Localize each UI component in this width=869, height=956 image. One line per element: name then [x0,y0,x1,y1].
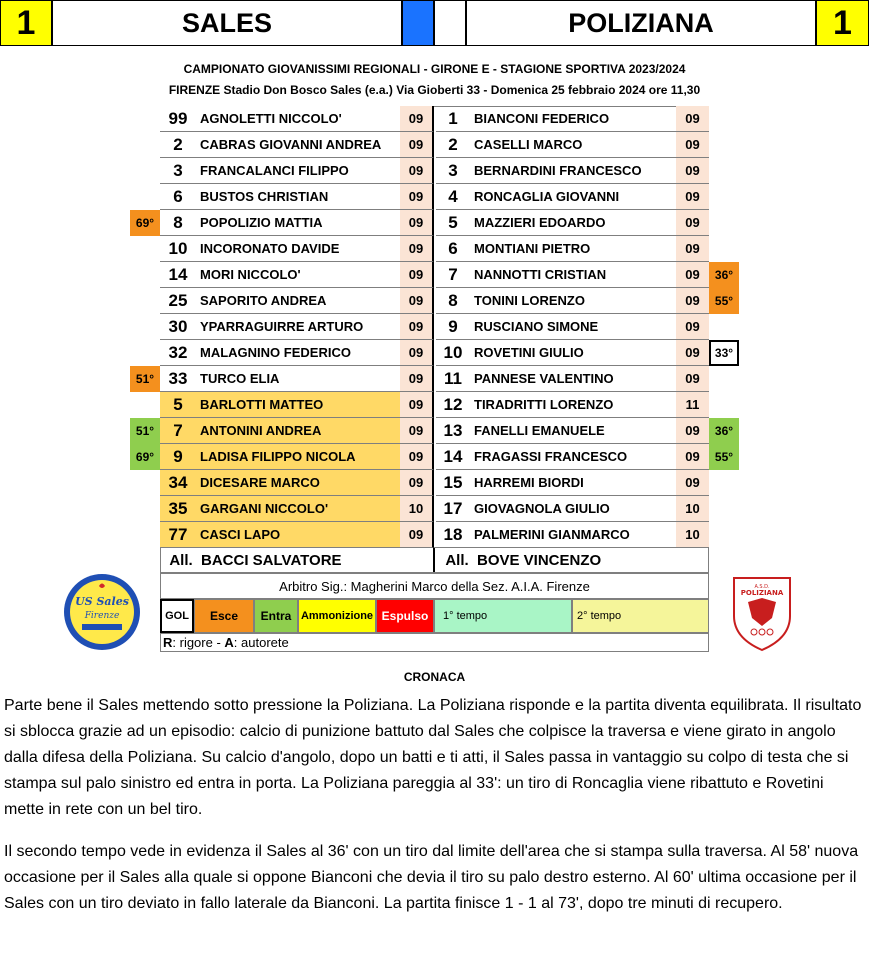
legend-gol: GOL [160,599,194,633]
away-coach-label: All. [445,551,469,569]
home-player-year: 09 [400,106,434,132]
away-player-number: 15 [436,470,470,496]
away-player-name: NANNOTTI CRISTIAN [470,262,676,288]
away-player-name: CASELLI MARCO [470,132,676,158]
home-event-marker: 69° [130,210,160,236]
away-player-number: 3 [436,158,470,184]
away-team-name: POLIZIANA [466,0,816,46]
cronaca-paragraph-2: Il secondo tempo vede in evidenza il Sales al 36' con un tiro dal limite dell'area che si stampa sulla traversa. Al 58' nuova occasione per il Sales alla quale si oppone Bianconi che devia il tiro su palo destro esterno. Al 60' ultima occasione per il Sales con un tiro deviato in fallo laterale da Bianconi. La partita finisce 1 - 1 al 73', dopo tre minuti di recupero. [4,843,859,912]
home-player-name: GARGANI NICCOLO' [196,496,400,522]
lineup-row [160,106,709,132]
home-player-year: 09 [400,340,434,366]
away-player-year: 09 [676,132,709,158]
poliziana-logo [730,572,794,652]
home-event-marker: 69° [130,444,160,470]
home-player-name: POPOLIZIO MATTIA [196,210,400,236]
home-player-year: 09 [400,132,434,158]
lineup-row [160,314,709,340]
home-player-number: 9 [160,444,196,470]
venue-date-line: FIRENZE Stadio Don Bosco Sales (e.a.) Via Gioberti 33 - Domenica 25 febbraio 2024 ore 11,30 [168,83,701,97]
away-player-year: 09 [676,184,709,210]
lineup-row [160,262,709,288]
lineup-row [160,340,709,366]
legend-note-a: A [224,635,234,650]
away-player-name: RONCAGLIA GIOVANNI [470,184,676,210]
legend-secondo-tempo: 2° tempo [572,599,709,633]
home-player-number: 3 [160,158,196,184]
away-player-number: 5 [436,210,470,236]
away-event-marker: 55° [709,444,739,470]
home-player-name: BUSTOS CHRISTIAN [196,184,400,210]
away-color-swatch [434,0,466,46]
away-player-number: 7 [436,262,470,288]
home-player-number: 30 [160,314,196,340]
home-player-name: DICESARE MARCO [196,470,400,496]
home-player-year: 09 [400,288,434,314]
away-player-year: 09 [676,236,709,262]
home-player-year: 09 [400,184,434,210]
away-player-year: 09 [676,314,709,340]
score-bar [0,0,869,46]
svg-text:POLIZIANA: POLIZIANA [740,589,784,597]
lineup-row [160,184,709,210]
away-player-name: GIOVAGNOLA GIULIO [470,496,676,522]
home-player-name: INCORONATO DAVIDE [196,236,400,262]
home-player-name: LADISA FILIPPO NICOLA [196,444,400,470]
away-player-number: 17 [436,496,470,522]
away-player-number: 14 [436,444,470,470]
cronaca-paragraph-1: Parte bene il Sales mettendo sotto pressione la Poliziana. La Poliziana risponde e la partita diventa equilibrata. Il risultato si sblocca grazie ad un episodio: calcio di punizione battuto dal Sales che colpisce la traversa e viene girato in angolo dalla difesa della Poliziana. Su calcio d'angolo, dopo un batti e ti atti, il Sales passa in vantaggio su colpo di testa che si stampa sul palo sinistro ed entra in porta. La Poliziana pareggia al 33': un tiro di Roncaglia viene ribattuto e Rovetini mette in rete con un bel tiro. [4,697,862,818]
away-player-name: TONINI LORENZO [470,288,676,314]
referee-text: Arbitro Sig.: Magherini Marco della Sez. A.I.A. Firenze [279,578,590,594]
away-score: 1 [816,0,869,46]
legend-entra: Entra [254,599,298,633]
lineup-row [160,158,709,184]
away-player-number: 4 [436,184,470,210]
home-player-year: 09 [400,158,434,184]
away-player-number: 12 [436,392,470,418]
away-player-year: 09 [676,444,709,470]
home-score: 1 [0,0,52,46]
lineup-row [160,392,709,418]
away-player-year: 09 [676,106,709,132]
home-player-number: 33 [160,366,196,392]
away-player-year: 09 [676,288,709,314]
svg-text:A.S.D.: A.S.D. [754,584,770,590]
home-event-marker: 51° [130,418,160,444]
lineup-row [160,132,709,158]
lineup-row [160,496,709,522]
home-player-number: 99 [160,106,196,132]
away-player-name: FANELLI EMANUELE [470,418,676,444]
home-player-number: 32 [160,340,196,366]
legend-note-r-text: : rigore - [172,635,225,650]
svg-text:Firenze: Firenze [84,611,120,621]
home-player-name: FRANCALANCI FILIPPO [196,158,400,184]
home-player-number: 6 [160,184,196,210]
home-player-number: 10 [160,236,196,262]
home-player-year: 09 [400,418,434,444]
home-player-year: 09 [400,522,434,548]
home-player-name: MALAGNINO FEDERICO [196,340,400,366]
legend-ammonizione: Ammonizione [298,599,376,633]
lineup-row [160,470,709,496]
championship-title: CAMPIONATO GIOVANISSIMI REGIONALI - GIRONE E - STAGIONE SPORTIVA 2023/2024 [183,62,686,76]
away-event-marker: 36° [709,418,739,444]
lineup-row [160,236,709,262]
away-player-year: 09 [676,366,709,392]
away-player-name: MAZZIERI EDOARDO [470,210,676,236]
away-player-number: 9 [436,314,470,340]
svg-text:US Sales: US Sales [75,595,129,608]
away-player-number: 18 [436,522,470,548]
away-player-name: RUSCIANO SIMONE [470,314,676,340]
lineup-row [160,522,709,548]
away-player-year: 09 [676,418,709,444]
away-player-year: 09 [676,340,709,366]
home-player-number: 77 [160,522,196,548]
home-player-number: 34 [160,470,196,496]
home-player-number: 8 [160,210,196,236]
home-player-year: 09 [400,444,434,470]
home-player-name: MORI NICCOLO' [196,262,400,288]
home-player-year: 09 [400,236,434,262]
sales-firenze-logo [62,572,142,652]
home-player-number: 7 [160,418,196,444]
lineup-row [160,418,709,444]
away-player-year: 09 [676,470,709,496]
away-player-year: 11 [676,392,709,418]
away-player-number: 2 [436,132,470,158]
home-player-number: 2 [160,132,196,158]
home-player-number: 14 [160,262,196,288]
lineup-row [160,210,709,236]
home-player-name: CABRAS GIOVANNI ANDREA [196,132,400,158]
away-player-number: 10 [436,340,470,366]
away-player-year: 09 [676,262,709,288]
away-player-name: TIRADRITTI LORENZO [470,392,676,418]
away-coach-name: BOVE VINCENZO [477,551,602,569]
away-event-marker: 33° [709,340,739,366]
legend-row [160,599,709,633]
away-player-name: PALMERINI GIANMARCO [470,522,676,548]
legend-espulso: Espulso [376,599,434,633]
legend-note-a-text: : autorete [233,635,289,650]
home-coach-label: All. [169,551,193,569]
home-player-year: 09 [400,470,434,496]
away-player-year: 09 [676,158,709,184]
lineup-row [160,444,709,470]
home-player-number: 35 [160,496,196,522]
lineup-row [160,288,709,314]
home-player-name: AGNOLETTI NICCOLO' [196,106,400,132]
home-player-year: 09 [400,314,434,340]
home-player-name: YPARRAGUIRRE ARTURO [196,314,400,340]
referee-row [160,573,709,599]
home-player-year: 09 [400,366,434,392]
coaches-row [160,547,709,573]
away-player-name: BIANCONI FEDERICO [470,106,676,132]
home-player-year: 09 [400,392,434,418]
home-player-name: BARLOTTI MATTEO [196,392,400,418]
away-player-name: ROVETINI GIULIO [470,340,676,366]
home-coach-name: BACCI SALVATORE [201,551,342,569]
legend-esce: Esce [194,599,254,633]
home-team-name: SALES [52,0,402,46]
away-player-name: PANNESE VALENTINO [470,366,676,392]
away-player-number: 11 [436,366,470,392]
away-player-number: 13 [436,418,470,444]
home-player-name: TURCO ELIA [196,366,400,392]
home-player-name: ANTONINI ANDREA [196,418,400,444]
away-player-number: 1 [436,106,470,132]
away-player-number: 6 [436,236,470,262]
legend-note-r: R [163,635,173,650]
legend-note-row [160,633,709,652]
away-player-name: BERNARDINI FRANCESCO [470,158,676,184]
away-player-name: HARREMI BIORDI [470,470,676,496]
away-player-year: 10 [676,496,709,522]
away-player-year: 10 [676,522,709,548]
home-player-number: 25 [160,288,196,314]
away-event-marker: 55° [709,288,739,314]
legend-primo-tempo: 1° tempo [434,599,572,633]
away-player-name: MONTIANI PIETRO [470,236,676,262]
cronaca-title: CRONACA [403,670,466,684]
home-player-name: SAPORITO ANDREA [196,288,400,314]
away-event-marker: 36° [709,262,739,288]
away-player-year: 09 [676,210,709,236]
home-color-swatch [402,0,434,46]
away-player-number: 8 [436,288,470,314]
away-player-name: FRAGASSI FRANCESCO [470,444,676,470]
home-player-year: 09 [400,262,434,288]
home-player-number: 5 [160,392,196,418]
home-event-marker: 51° [130,366,160,392]
home-player-year: 09 [400,210,434,236]
home-player-year: 10 [400,496,434,522]
lineup-row [160,366,709,392]
home-player-name: CASCI LAPO [196,522,400,548]
